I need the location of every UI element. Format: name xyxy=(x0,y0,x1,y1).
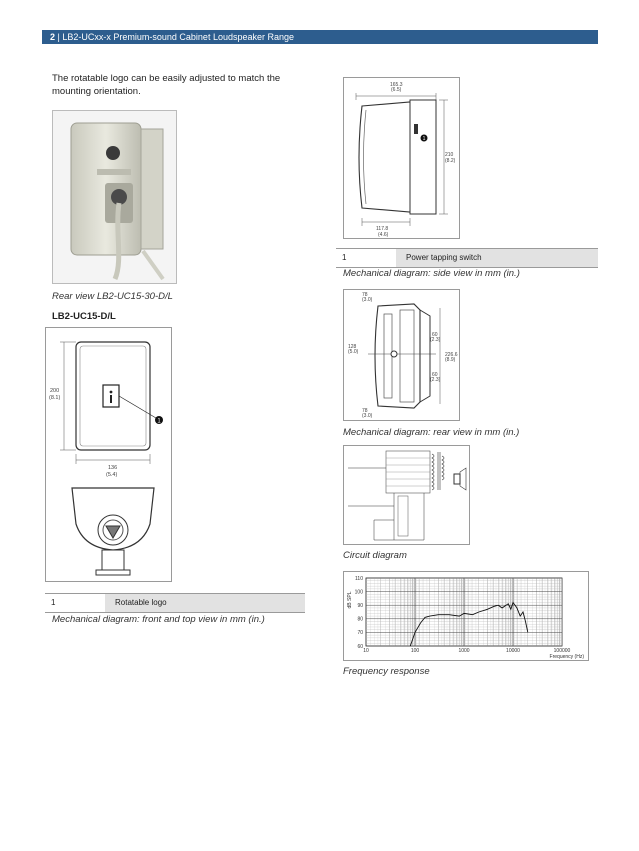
rear-view-diagram xyxy=(343,289,460,421)
frequency-caption: Frequency response xyxy=(343,666,430,677)
rear-top-dia-in: (3.0) xyxy=(362,297,373,303)
y-tick-label: 90 xyxy=(357,603,363,609)
rear-diagram-caption: Mechanical diagram: rear view in mm (in.) xyxy=(343,427,520,438)
y-tick-label: 110 xyxy=(355,575,363,582)
model-heading: LB2-UC15-D/L xyxy=(52,311,116,322)
rear-dim-lower-in: (2.3) xyxy=(430,377,441,383)
side-diagram-caption: Mechanical diagram: side view in mm (in.) xyxy=(343,268,520,279)
side-height-dim-in: (8.2) xyxy=(445,158,456,164)
frequency-response-chart xyxy=(344,572,588,660)
circuit-diagram xyxy=(343,445,470,545)
y-tick-label: 100 xyxy=(354,589,363,596)
side-bottom-dim: 117.8 xyxy=(376,226,389,232)
rear-dim-mid: 226.6 xyxy=(445,352,458,358)
rear-dim-mid-in: (8.9) xyxy=(445,357,456,363)
x-tick-label: 100 xyxy=(410,648,420,654)
x-tick-label: 100000 xyxy=(553,648,571,654)
rear-top-dia: 78 xyxy=(362,292,368,298)
front-legend-label: Rotatable logo xyxy=(105,594,305,612)
side-top-dim: 165.3 xyxy=(390,82,403,88)
x-tick-label: 10 xyxy=(363,648,369,654)
rear-photo-caption: Rear view LB2-UC15-30-D/L xyxy=(52,291,173,302)
front-width-dim: 136 xyxy=(108,465,118,471)
front-diagram-caption: Mechanical diagram: front and top view in mm (in.) xyxy=(52,614,265,625)
y-tick-label: 80 xyxy=(357,616,363,623)
intro-paragraph: The rotatable logo can be easily adjusted to match the mounting orientation. xyxy=(52,73,281,97)
circuit-caption: Circuit diagram xyxy=(343,550,407,561)
front-height-dim: 200 xyxy=(50,388,60,394)
front-height-dim-in: (8.1) xyxy=(49,395,61,401)
x-tick-label: 10000 xyxy=(506,648,520,654)
header-separator: | xyxy=(57,32,60,42)
page-number: 2 xyxy=(50,32,56,42)
page-header xyxy=(42,30,598,44)
rear-bottom-dia: 78 xyxy=(362,408,368,414)
side-top-dim-in: (6.5) xyxy=(391,87,402,93)
front-legend-table xyxy=(45,593,305,613)
header-title: LB2-UCxx-x Premium-sound Cabinet Loudspeaker Range xyxy=(62,32,295,42)
rear-view-photo xyxy=(52,110,177,284)
front-callout-number: 1 xyxy=(157,418,161,425)
freq-ylabel: dB SPL xyxy=(347,591,353,609)
y-tick-label: 70 xyxy=(357,630,363,637)
rear-dim-lower: 60 xyxy=(432,372,438,378)
side-legend-number: 1 xyxy=(342,253,347,262)
side-legend-table xyxy=(336,248,598,268)
rear-dim-upper-in: (2.3) xyxy=(430,337,441,343)
side-view-diagram xyxy=(343,77,460,239)
side-callout-number: 1 xyxy=(422,136,426,142)
freq-xlabel: Frequency (Hz) xyxy=(549,654,584,660)
front-width-dim-in: (5.4) xyxy=(106,472,118,478)
frequency-chart-frame xyxy=(343,571,589,661)
y-tick-label: 60 xyxy=(357,643,363,650)
rear-left-dia-in: (5.0) xyxy=(348,349,359,355)
rear-bottom-dia-in: (3.0) xyxy=(362,413,373,419)
side-height-dim: 210 xyxy=(445,152,454,158)
rear-left-dia: 128 xyxy=(348,344,357,350)
x-tick-label: 1000 xyxy=(458,648,470,654)
side-bottom-dim-in: (4.6) xyxy=(378,232,389,238)
front-legend-number: 1 xyxy=(51,598,56,607)
side-legend-label: Power tapping switch xyxy=(396,249,598,267)
front-top-diagram xyxy=(45,327,172,582)
rear-dim-upper: 60 xyxy=(432,332,438,338)
